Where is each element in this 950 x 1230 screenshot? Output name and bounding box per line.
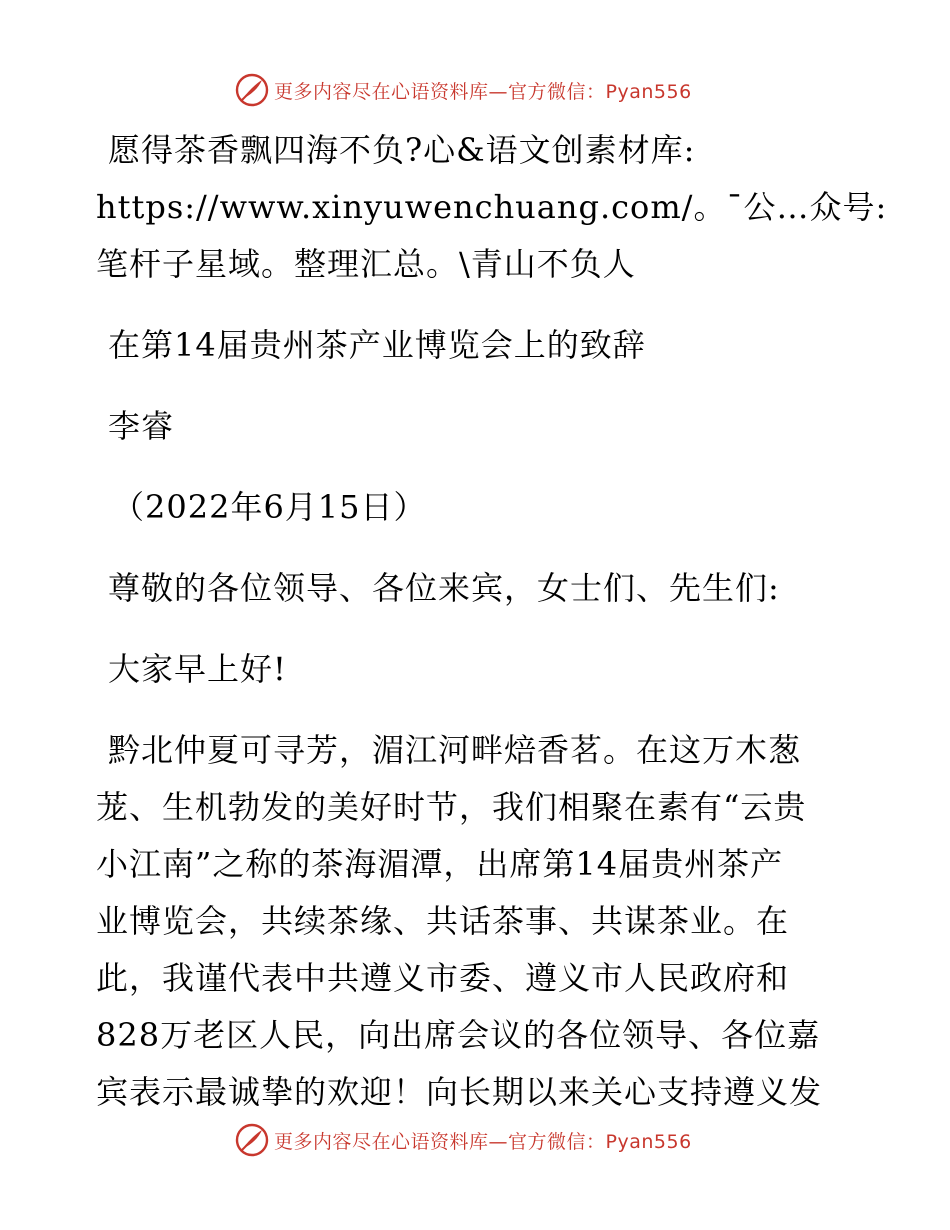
body-line: 小江南”之称的茶海湄潭，出席第14届贵州茶产	[96, 845, 784, 883]
document-body	[96, 122, 888, 1121]
date: （2022年6月15日）	[112, 488, 427, 526]
body-line: 此，我谨代表中共遵义市委、遵义市人民政府和	[96, 959, 790, 997]
body-line: 黔北仲夏可寻芳，湄江河畔焙香茗。在这万木葱	[108, 731, 802, 769]
header-banner	[234, 72, 714, 108]
greeting: 大家早上好!	[108, 650, 287, 688]
header-line: 笔杆子星域。整理汇总。\青山不负人	[96, 245, 636, 283]
header-line: https://www.xinyuwenchuang.com/。¯公…众号:	[96, 188, 888, 226]
document-title: 在第14届贵州茶产业博览会上的致辞	[108, 326, 646, 364]
body-line: 宾表示最诚挚的欢迎！向长期以来关心支持遵义发	[96, 1073, 823, 1111]
body-line: 业博览会，共续茶缘、共话茶事、共谋茶业。在	[96, 902, 790, 940]
author: 李睿	[108, 407, 175, 445]
banner-text: 更多内容尽在心语资料库—官方微信：Pyan556	[274, 1130, 692, 1153]
quill-pen-logo-icon	[234, 72, 270, 108]
banner-text: 更多内容尽在心语资料库—官方微信：Pyan556	[274, 80, 692, 103]
body-line: 828万老区人民，向出席会议的各位领导、各位嘉	[96, 1016, 821, 1054]
quill-pen-logo-icon	[234, 1122, 270, 1158]
header-line: 愿得茶香飘四海不负?心&语文创素材库:	[108, 131, 696, 169]
body-line: 茏、生机勃发的美好时节，我们相聚在素有“云贵	[96, 788, 807, 826]
footer-banner	[234, 1122, 714, 1158]
salutation: 尊敬的各位领导、各位来宾，女士们、先生们:	[108, 569, 780, 607]
